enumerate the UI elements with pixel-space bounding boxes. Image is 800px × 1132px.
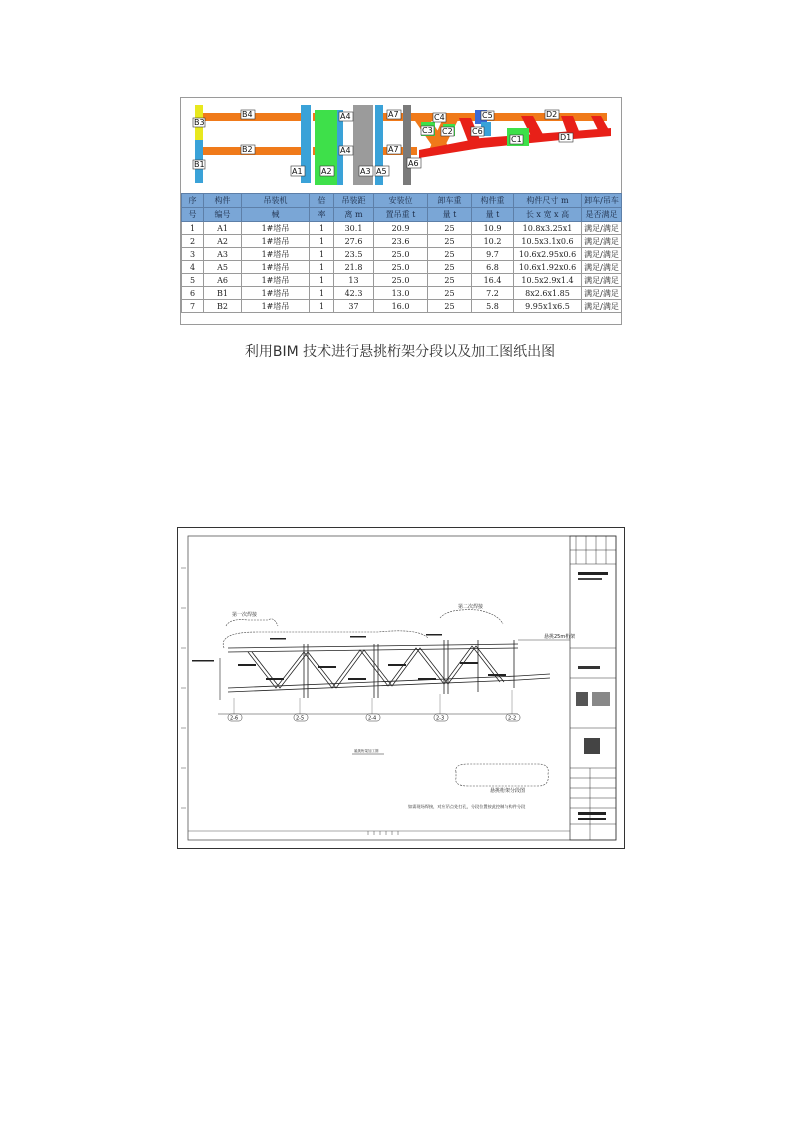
header-cell: 安装位 [374,194,428,208]
label-c3: C3 [422,126,433,135]
table-cell: 23.6 [374,235,428,248]
header-cell: 吊装机 [242,194,310,208]
note-label: 悬挑桁架分段图 [490,788,526,794]
table-cell: 满足/满足 [582,248,622,261]
table-cell: 满足/满足 [582,274,622,287]
label-c2: C2 [442,127,453,136]
header-cell: 量 t [472,208,514,222]
table-cell: 4 [182,261,204,274]
table-cell: 5 [182,274,204,287]
table-cell: 9.7 [472,248,514,261]
table-cell: 9.95x1x6.5 [514,300,582,313]
table-cell: 满足/满足 [582,261,622,274]
table-row [182,287,622,300]
table-cell: 10.2 [472,235,514,248]
label-b2: B2 [242,145,253,154]
axis-tag-2-3: 2-3 [436,715,445,722]
label-b1: B1 [194,160,205,169]
table-row [182,300,622,313]
table-cell: 7.2 [472,287,514,300]
header-cell: 械 [242,208,310,222]
table-cell: 3 [182,248,204,261]
callout-second-weld: 第二次焊接 [458,604,484,610]
table-cell: B2 [204,300,242,313]
table-cell: 13 [334,274,374,287]
table-cell: 1#塔吊 [242,248,310,261]
header-cell: 卸车/吊车 [582,194,622,208]
table-cell: 25.0 [374,274,428,287]
table-cell: 1 [310,235,334,248]
table-cell: A6 [204,274,242,287]
table-cell: 1 [310,222,334,235]
table-cell: 6.8 [472,261,514,274]
header-cell: 号 [182,208,204,222]
header-cell: 序 [182,194,204,208]
label-d2: D2 [546,110,558,119]
header-cell: 编号 [204,208,242,222]
label-d1: D1 [560,133,572,142]
table-cell: A1 [204,222,242,235]
header-cell: 长 x 宽 x 高 [514,208,582,222]
label-c4: C4 [434,113,445,122]
truss-model-render [181,98,621,193]
header-cell: 是否满足 [582,208,622,222]
table-cell: 1#塔吊 [242,300,310,313]
table-row [182,274,622,287]
table-cell: 满足/满足 [582,235,622,248]
header-cell: 构件 [204,194,242,208]
title-block [570,536,616,840]
table-row [182,235,622,248]
bim-segmentation-figure [180,97,622,325]
header-cell: 率 [310,208,334,222]
table-cell: 满足/满足 [582,222,622,235]
segmentation-table [181,193,622,313]
table-cell: 21.8 [334,261,374,274]
header-cell: 卸车重 [428,194,472,208]
table-cell: 1 [310,300,334,313]
table-cell: 25 [428,248,472,261]
table-row [182,248,622,261]
table-cell: 8x2.6x1.85 [514,287,582,300]
table-cell: 10.6x1.92x0.6 [514,261,582,274]
label-a4-top: A4 [340,112,351,121]
label-a7-mid: A7 [388,145,399,154]
truss-annotations [192,634,506,680]
table-cell: 42.3 [334,287,374,300]
table-cell: 10.8x3.25x1 [514,222,582,235]
cad-drawing [178,528,624,848]
header-cell: 离 m [334,208,374,222]
table-cell: B1 [204,287,242,300]
table-cell: 23.5 [334,248,374,261]
table-cell: A2 [204,235,242,248]
table-cell: 10.9 [472,222,514,235]
table-cell: 25 [428,287,472,300]
table-cell: 1 [310,274,334,287]
table-row [182,261,622,274]
table-cell: 2 [182,235,204,248]
table-cell: 1#塔吊 [242,287,310,300]
table-cell: 1 [310,287,334,300]
header-row-1 [182,194,622,208]
label-a3: A3 [360,167,371,176]
table-cell: 16.4 [472,274,514,287]
table-cell: 25 [428,300,472,313]
table-cell: A5 [204,261,242,274]
table-cell: 1#塔吊 [242,222,310,235]
label-a4-mid: A4 [340,146,351,155]
table-cell: 30.1 [334,222,374,235]
table-cell: 1 [310,261,334,274]
table-cell: 1 [182,222,204,235]
table-cell: 1#塔吊 [242,261,310,274]
table-cell: 27.6 [334,235,374,248]
label-b3: B3 [194,118,205,127]
header-cell: 置吊重 t [374,208,428,222]
label-a6: A6 [408,159,419,168]
label-c5: C5 [482,111,493,120]
table-cell: 10.5x3.1x0.6 [514,235,582,248]
table-cell: 5.8 [472,300,514,313]
callout-first-weld: 第一次焊接 [232,612,258,618]
table-cell: A3 [204,248,242,261]
note-text: 如需现场焊接，对应吊点处打孔，分段位置按此控制与构件分段 [408,804,526,809]
table-cell: 10.5x2.9x1.4 [514,274,582,287]
table-cell: 25 [428,235,472,248]
table-cell: 7 [182,300,204,313]
label-c6: C6 [472,127,483,136]
header-cell: 量 t [428,208,472,222]
header-cell: 构件尺寸 m [514,194,582,208]
table-cell: 1 [310,248,334,261]
label-a7-top: A7 [388,110,399,119]
header-cell: 倍 [310,194,334,208]
truss-elevation [228,640,550,698]
table-row [182,222,622,235]
table-cell: 1#塔吊 [242,235,310,248]
table-cell: 满足/满足 [582,287,622,300]
label-a5: A5 [376,167,387,176]
table-cell: 25.0 [374,261,428,274]
table-body [182,222,622,313]
figure-caption: 利用BIM 技术进行悬挑桁架分段以及加工图纸出图 [244,344,556,360]
table-cell: 满足/满足 [582,300,622,313]
table-header [182,194,622,222]
axis-tag-2-4: 2-4 [368,715,377,722]
label-c1: C1 [511,135,522,144]
header-cell: 构件重 [472,194,514,208]
table-cell: 10.6x2.95x0.6 [514,248,582,261]
segment-a6 [403,105,411,185]
table-cell: 13.0 [374,287,428,300]
table-cell: 20.9 [374,222,428,235]
axis-tag-2-6: 2-6 [230,715,239,722]
label-b4: B4 [242,110,253,119]
axis-tag-2-2: 2-2 [508,715,517,722]
table-cell: 25 [428,274,472,287]
label-a1: A1 [292,167,303,176]
drawing-title: 悬挑桁架加工图 [354,749,379,753]
header-cell: 吊装距 [334,194,374,208]
callout-cantilever: 悬挑25m桁架 [544,634,576,640]
table-cell: 6 [182,287,204,300]
axis-tag-2-5: 2-5 [296,715,305,722]
header-row-2 [182,208,622,222]
table-cell: 25 [428,261,472,274]
table-cell: 25.0 [374,248,428,261]
label-a2: A2 [321,167,332,176]
table-cell: 1#塔吊 [242,274,310,287]
table-cell: 16.0 [374,300,428,313]
table-cell: 25 [428,222,472,235]
table-cell: 37 [334,300,374,313]
cad-drawing-figure [177,527,625,849]
